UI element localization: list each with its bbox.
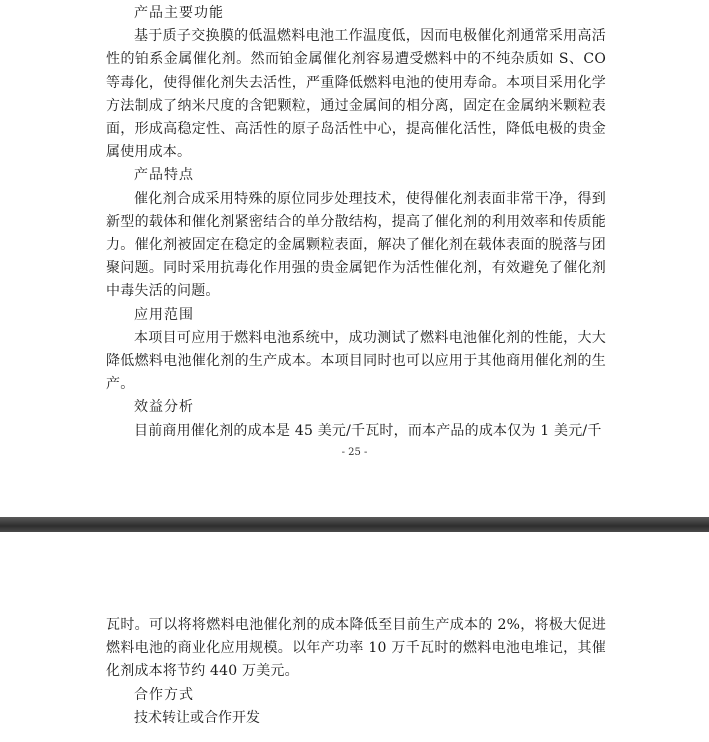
page-number: - 25 - bbox=[341, 447, 368, 458]
section-heading-features: 产品特点 bbox=[134, 167, 194, 184]
page-content bbox=[106, 614, 606, 730]
section-body-features: 催化剂合成采用特殊的原位同步处理技术，使得催化剂表面非常干净，得到新型的载体和催化剂紧密结合的单分散结构，提高了催化剂的利用效率和传质能力。催化剂被固定在稳定的金属颗粒表面，解决了催化剂在载体表面的脱落与团聚问题。同时采用抗毒化作用强的贵金属钯作为活性催化剂，有效避免了催化剂中毒失活的问题。 bbox=[106, 190, 606, 300]
section-body-benefit: 目前商用催化剂的成本是 45 美元/千瓦时，而本产品的成本仅为 1 美元/千 bbox=[134, 422, 602, 439]
section-body-application: 本项目可应用于燃料电池系统中，成功测试了燃料电池催化剂的性能，大大降低燃料电池催化剂的生产成本。本项目同时也可以应用于其他商用催化剂的生产。 bbox=[106, 329, 606, 393]
section-heading-cooperation: 合作方式 bbox=[134, 686, 194, 703]
page-content bbox=[106, 2, 606, 443]
document-page-26 bbox=[0, 532, 709, 742]
section-heading-benefit: 效益分析 bbox=[134, 399, 194, 416]
section-heading-main-function: 产品主要功能 bbox=[134, 5, 224, 21]
section-body-main-function: 基于质子交换膜的低温燃料电池工作温度低，因而电极催化剂通常采用高活性的铂系金属催化剂。然而铂金属催化剂容易遭受燃料中的不纯杂质如 S、CO 等毒化，使得催化剂失去活性，严重降低燃料电池的使用寿命。本项目采用化学方法制成了纳米尺度的含钯颗粒，通过金属间的相分离，固定在金属纳米颗粒表面，形成高稳定性、高活性的原子岛活性中心，提高催化活性，降低电极的贵金属使用成本。 bbox=[106, 28, 606, 161]
page-separator bbox=[0, 517, 709, 532]
section-body-cooperation: 技术转让或合作开发 bbox=[134, 709, 260, 726]
benefit-continuation: 瓦时。可以将将燃料电池催化剂的成本降低至目前生产成本的 2%，将极大促进燃料电池的商业化应用规模。以年产功率 10 万千瓦时的燃料电池电堆记，其催化剂成本将节约 440 万美元。 bbox=[106, 617, 606, 680]
section-heading-application: 应用范围 bbox=[134, 306, 194, 323]
